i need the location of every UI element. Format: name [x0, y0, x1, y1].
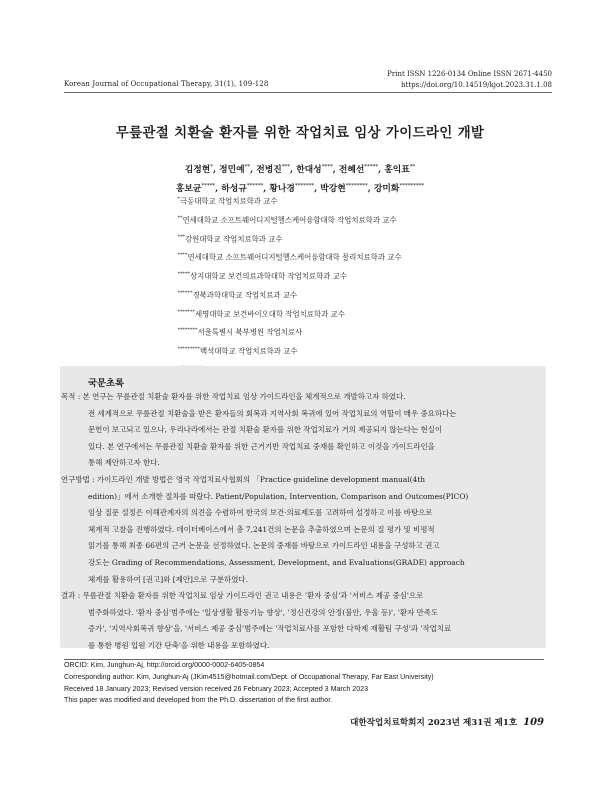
- author-affiliation-mark: **: [409, 164, 416, 170]
- author-list-line-1: 김정현*, 정민예**, 전병진***, 한대성****, 전혜선*****, 홍익표**: [184, 164, 416, 175]
- abstract-line: 있다. 본 연구에서는 무릎관절 치환술 환자를 위한 근거기반 작업치료 중재를 확인하고 이것을 가이드라인을: [88, 441, 435, 451]
- issn-text: Print ISSN 1226-0134 Online ISSN 2671-4450: [387, 70, 552, 78]
- paper-title: 무릎관절 치환술 환자를 위한 작업치료 임상 가이드라인 개발: [115, 125, 485, 141]
- doi-link[interactable]: https://doi.org/10.14519/kjot.2023.31.1.08: [400, 81, 552, 89]
- author-name: 강미화: [373, 183, 400, 194]
- affiliation-item: [0, 304, 600, 323]
- affiliation-mark: **: [177, 214, 183, 221]
- affiliation-mark: ****: [177, 252, 188, 259]
- author-name: 정민예: [219, 164, 245, 175]
- abstract-line: 결과 : 무릎관절 치환술 환자를 위한 작업치료 임상 가이드라인 권고 내용은 '환자 중심'과 '서비스 제공 중심'으로: [61, 591, 424, 601]
- affiliation-item: [0, 247, 600, 266]
- affiliation-mark: *******: [177, 308, 195, 315]
- affiliation-text: 세명대학교 보건바이오대학 작업치료학과 교수: [195, 309, 345, 319]
- issn-doi-block: [387, 69, 552, 91]
- journal-citation: Korean Journal of Occupational Therapy, 31(1), 109-128: [64, 80, 269, 88]
- header-divider: [64, 92, 552, 93]
- author-name: 하성규: [221, 183, 247, 194]
- dissertation-footnote: This paper was modified and developed from the Ph.D. dissertation of the first author.: [64, 696, 333, 705]
- author-name: 황나경: [269, 183, 295, 194]
- affiliation-text: 연세대학교 소프트웨어디지털헬스케어융합대학 작업치료학과 교수: [182, 215, 397, 225]
- abstract-line: 체계를 활용하여 [권고]와 [제안]으로 구분하였다.: [88, 574, 248, 584]
- affiliation-item: [0, 191, 600, 210]
- affiliation-text: 강원대학교 작업치료학과 교수: [185, 234, 283, 243]
- affiliation-item: [0, 229, 600, 248]
- affiliation-mark: *: [177, 196, 180, 202]
- abstract-line: 연구방법 : 가이드라인 개발 방법은 영국 작업치료사협회의 「Practice guideline development manual(4th: [61, 474, 426, 484]
- author-affiliation-mark: ***: [281, 164, 291, 170]
- abstract-line: 강도는 Grading of Recommendations, Assessment, Development, and Evaluations(GRADE) approach: [88, 557, 465, 567]
- author-affiliation-mark: *: [210, 164, 214, 170]
- received-dates-footnote: Received 18 January 2023; Revised version received 26 February 2023; Accepted 3 March 2023: [64, 684, 369, 693]
- author-name: 전혜선: [338, 164, 365, 175]
- footnotes: [64, 660, 434, 707]
- abstract-line: 체계적 고찰을 진행하였다. 데이터베이스에서 총 7,241건의 논문을 추출하였으며 논문의 질 평가 및 비평적: [88, 524, 435, 534]
- page-number: 109: [523, 717, 544, 728]
- affiliation-text: 서울특별시 북부병원 작업치료사: [197, 327, 303, 337]
- footer-journal-issue: 대한작업치료학회지 2023년 제31권 제1호: [350, 718, 518, 728]
- author-affiliation-mark: ****: [321, 164, 333, 170]
- orcid-footnote: ORCID: Kim, Junghun-Aj, http://orcid.org/0000-0002-6405-0854: [64, 661, 265, 669]
- abstract-line: 통해 제안하고자 한다.: [88, 458, 160, 468]
- author-affiliation-mark: *********: [399, 183, 425, 189]
- abstract-line: 증가', '지역사회복귀 향상'을, '서비스 제공 중심'범주에는 '작업치료사를 포함한 다학제 재활팀 구성'과 '작업치료: [88, 624, 452, 634]
- affiliation-mark: ***: [177, 233, 185, 240]
- author-affiliation-mark: *******: [294, 183, 315, 189]
- abstract-line: 범주화하였다. '환자 중심'범주에는 '일상생활 활동기능 향상', '정신건강의 안정(불안, 우울 등)', '환자 만족도: [88, 607, 439, 617]
- author-name: 전병진: [256, 164, 282, 175]
- author-affiliation-mark: *****: [201, 183, 216, 189]
- affiliation-list: [0, 191, 600, 379]
- abstract-line: 목적 : 본 연구는 무릎관절 치환술 환자를 위한 작업치료 임상 가이드라인을 체계적으로 개발하고자 하였다.: [61, 392, 406, 401]
- author-name: 홍익표: [384, 164, 410, 175]
- affiliation-mark: *****: [177, 271, 190, 278]
- author-list-line-2: 홍보균*****, 하성규******, 황나경*******, 박강현********, 강미화*********: [175, 183, 425, 194]
- abstract-line: 읽기를 통해 최종 66편의 근거 논문을 선정하였다. 논문의 중재를 바탕으로 가이드라인 내용을 구성하고 권고: [88, 541, 440, 551]
- affiliation-item: [0, 210, 600, 229]
- author-affiliation-mark: **: [244, 164, 251, 170]
- affiliation-text: 상지대학교 보건의료과학대학 작업치료학과 교수: [190, 271, 347, 281]
- affiliation-item: [0, 322, 600, 341]
- affiliation-mark: *********: [177, 346, 200, 353]
- abstract-method: [61, 472, 524, 588]
- abstract-line: edition)」에서 소개한 절차를 따랐다. Patient/Population, Intervention, Comparison and Outcomes(PICO): [88, 491, 469, 501]
- affiliation-mark: ******: [177, 289, 193, 296]
- author-affiliation-mark: ********: [345, 183, 368, 189]
- affiliation-text: 경북과학대학교 작업치료과 교수: [192, 290, 298, 300]
- abstract-line: 문헌이 보고되고 있으나, 우리나라에서는 관절 치환술 환자를 위한 작업치료가 거의 제공되지 않는다는 현실이: [88, 425, 443, 435]
- abstract-line: 전 세계적으로 무릎관절 치환술을 받은 환자들의 회복과 지역사회 복귀에 있어 작업치료의 역할이 매우 중요하다는: [88, 408, 457, 418]
- affiliation-text: 극동대학교 작업치료학과 교수: [180, 196, 278, 206]
- corresponding-author-footnote: Corresponding author: Kim, Junghun-Aj (JKim4515@hotmail.com/Dept. of Occupational Therapy, Far East University): [64, 672, 434, 681]
- author-name: 박강현: [320, 183, 346, 194]
- affiliation-text: 백석대학교 작업치료학과 교수: [200, 346, 298, 356]
- page-footer: [350, 716, 544, 728]
- affiliation-item: [0, 285, 600, 304]
- abstract-objective: [61, 389, 524, 472]
- author-affiliation-mark: ******: [246, 183, 264, 189]
- affiliation-item: [0, 341, 600, 360]
- abstract-heading: 국문초록: [88, 378, 124, 389]
- abstract-body: [61, 389, 524, 655]
- author-name: 한대성: [296, 164, 322, 175]
- author-name: 김정현: [184, 164, 211, 175]
- abstract-line: 를 통한 병원 입원 기간 단축'을 위한 내용을 포함하였다.: [88, 640, 270, 650]
- abstract-results: [61, 588, 524, 654]
- author-name: 홍보균: [175, 183, 202, 194]
- affiliation-item: [0, 266, 600, 285]
- abstract-line: 임상 질문 설정은 이해관계자의 의견을 수렴하여 한국의 보건·의료제도를 고려하여 설정하고 이를 바탕으로: [88, 508, 433, 518]
- affiliation-text: 연세대학교 소프트웨어디지털헬스케어융합대학 물리치료학과 교수: [187, 252, 402, 262]
- author-affiliation-mark: *****: [364, 164, 379, 170]
- affiliation-mark: ********: [177, 327, 198, 334]
